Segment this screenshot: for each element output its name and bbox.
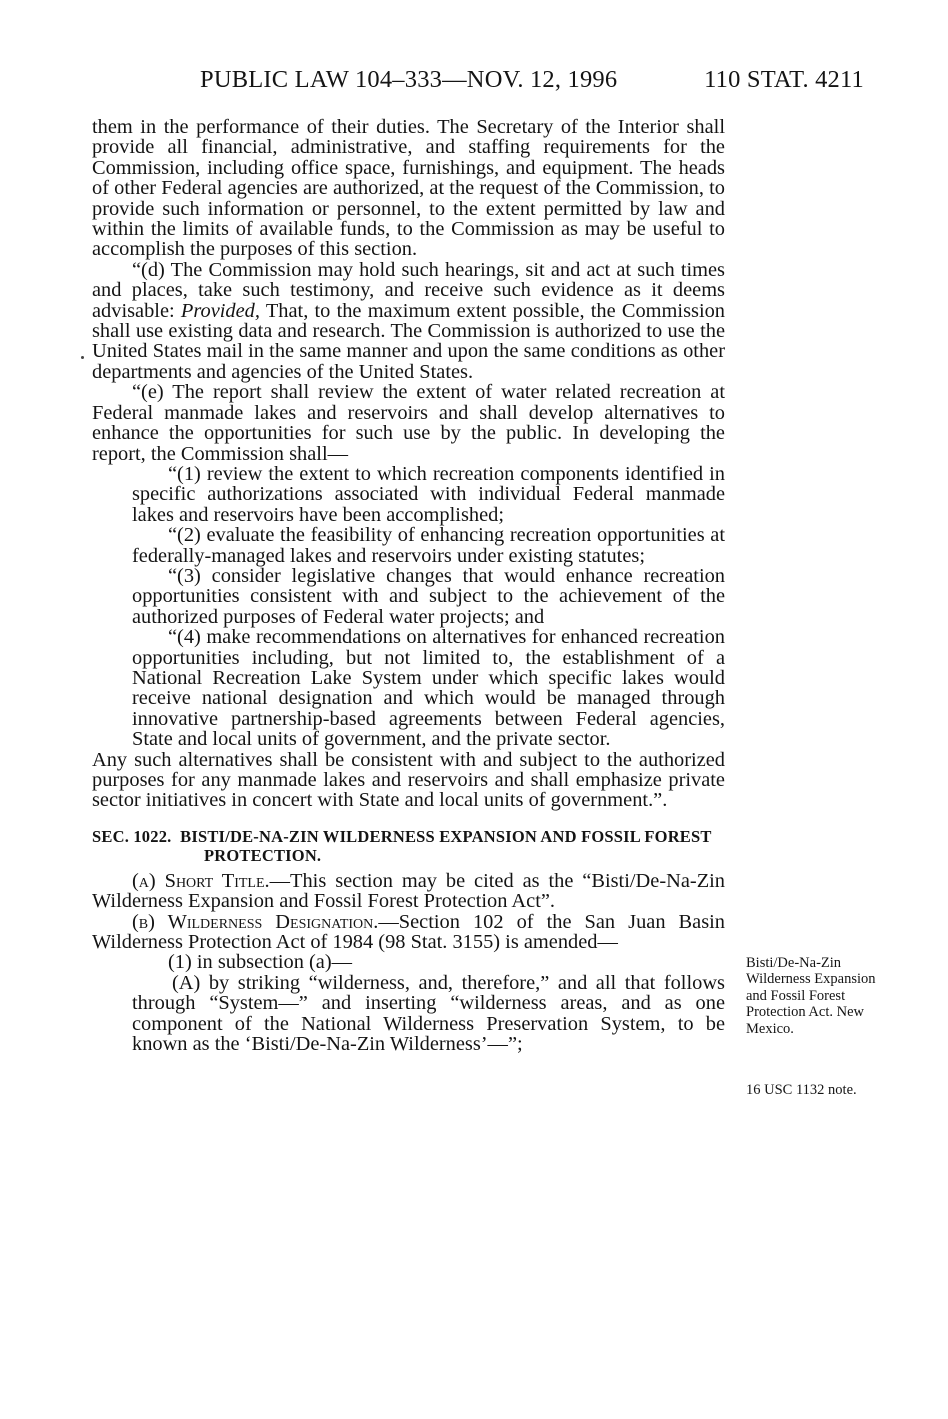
paragraph-d-text-b: That, to the maximum extent possible, the Commission shall use existing data and research. The Commission is authorized to use the United States mail in the same manner and upon the same conditions as other departments and agencies of the United States. xyxy=(92,299,725,383)
body-text xyxy=(92,117,725,1054)
subsection-a xyxy=(92,871,725,912)
item-e4: “(4) make recommendations on alternatives for enhanced recreation opportunities including, but not limited to, the establishment of a National Recreation Lake System under which specific lakes would receive national designation and which would be managed through innovative partnership-based agreements between Federal agencies, State and local units of government, and the private sector. xyxy=(132,626,725,751)
paragraph-b1: (1) in subsection (a)— xyxy=(168,951,353,974)
paragraph-e: “(e) The report shall review the extent of water related recreation at Federal manmade lakes and reservoirs and shall develop alternatives to enhance the opportunities for such use by the public. In developing the report, the Commission shall— xyxy=(92,381,725,465)
paragraph-d-text-a: “(d) The Commission may hold such hearings, sit and act at such times and places, take such testimony, and receive such evidence as it deems advisable: xyxy=(92,258,725,322)
margin-note-usc: 16 USC 1132 note. xyxy=(746,1082,857,1098)
subsection-b-text: —Section 102 of the San Juan Basin Wilderness Protection Act of 1984 (98 Stat. 3155) is amended— xyxy=(92,910,726,954)
section-heading xyxy=(92,827,725,865)
item-e3: “(3) consider legislative changes that would enhance recreation opportunities consistent with and subject to the achievement of the authorized purposes of Federal water projects; and xyxy=(132,564,725,628)
item-e1: “(1) review the extent to which recreation components identified in specific authorizations associated with individual Federal manmade lakes and reservoirs have been accomplished; xyxy=(132,462,725,526)
section-number: SEC. 1022. xyxy=(92,826,172,846)
subsection-a-text: —This section may be cited as the “Bisti/De-Na-Zin Wilderness Expansion and Fossil Forest Protection Act”. xyxy=(92,869,726,913)
header-citation: PUBLIC LAW 104–333—NOV. 12, 1996 xyxy=(200,66,618,93)
section-title: BISTI/DE-NA-ZIN WILDERNESS EXPANSION AND FOSSIL FOREST PROTECTION. xyxy=(180,826,712,865)
paragraph-duties: them in the performance of their duties. The Secretary of the Interior shall provide all financial, administrative, and staffing requirements for the Commission, including office space, furnishings, and equipment. The heads of other Federal agencies are authorized, at the request of the Commission, to provide such information or personnel, to the extent permitted by law and within the limits of available funds, to the Commission as may be useful to accomplish the purposes of this section. xyxy=(92,116,725,261)
margin-mark xyxy=(81,356,84,359)
paragraph-alternatives: Any such alternatives shall be consistent with and subject to the authorized purposes for any manmade lakes and reservoirs and shall emphasize private sector initiatives in concert with State and local units of government.”. xyxy=(92,748,725,812)
subparagraph-bA: (A) by striking “wilderness, and, therefore,” and all that follows through “System—” and inserting “wilderness areas, and as one component of the National Wilderness Preservation System, to be known as the ‘Bisti/De-Na-Zin Wilderness’—”; xyxy=(132,971,725,1056)
subsection-b-label: (b) Wilderness Designation. xyxy=(132,910,379,933)
header-page-number: 110 STAT. 4211 xyxy=(704,66,864,93)
running-header xyxy=(200,66,864,100)
margin-note-act-name: Bisti/De-Na-Zin Wilderness Expansion and Fossil Forest Protection Act. New Mexico. xyxy=(746,955,876,1037)
proviso-word: Provided, xyxy=(180,299,260,322)
subsection-a-label: (a) Short Title. xyxy=(132,869,270,892)
item-e2: “(2) evaluate the feasibility of enhancing recreation opportunities at federally-managed lakes and reservoirs under existing statutes; xyxy=(132,524,725,567)
subsection-b xyxy=(92,912,725,953)
paragraph-d xyxy=(92,260,725,382)
